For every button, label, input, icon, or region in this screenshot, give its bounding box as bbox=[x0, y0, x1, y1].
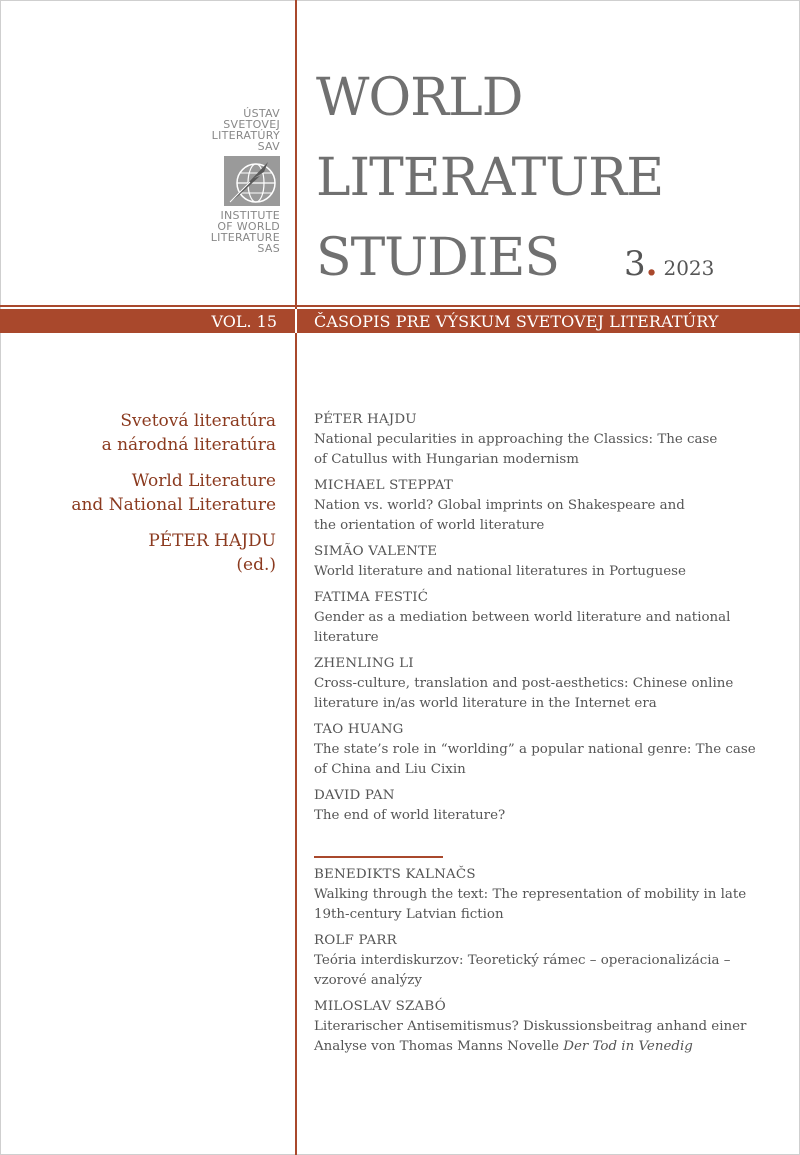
topic-line: and National Literature bbox=[71, 495, 276, 515]
logo-line: OF WORLD bbox=[217, 220, 280, 233]
toc-title-text: Analyse von Thomas Manns Novelle bbox=[314, 1039, 564, 1054]
toc-entry bbox=[314, 476, 794, 536]
topic-line: World Literature bbox=[131, 471, 276, 491]
toc-title-text: literature bbox=[314, 630, 379, 645]
issue-topic bbox=[20, 409, 276, 589]
editor-name: PÉTER HAJDU bbox=[148, 531, 276, 551]
toc-entry bbox=[314, 588, 794, 648]
toc-entry bbox=[314, 997, 794, 1057]
issue-num: 3 bbox=[624, 244, 646, 284]
toc-title-line bbox=[314, 608, 794, 628]
toc-author: TAO HUANG bbox=[314, 722, 404, 737]
toc-title-line bbox=[314, 628, 794, 648]
logo-line: LITERATURE bbox=[210, 231, 280, 244]
editor-role: (ed.) bbox=[236, 555, 276, 575]
toc-author: ZHENLING LI bbox=[314, 656, 414, 671]
vertical-rule bbox=[295, 0, 297, 1155]
topic-slovak bbox=[20, 409, 276, 457]
band-divider bbox=[295, 309, 297, 333]
toc-title-text: World literature and national literatures in Portuguese bbox=[314, 564, 686, 579]
toc-title-text: 19th-century Latvian fiction bbox=[314, 907, 504, 922]
toc-title-text: The state’s role in “worlding” a popular national genre: The case bbox=[314, 742, 756, 757]
toc-title-text: of Catullus with Hungarian modernism bbox=[314, 452, 579, 467]
toc-title-text: Teória interdiskurzov: Teoretický rámec – operacionalizácia – bbox=[314, 953, 731, 968]
toc-title-line bbox=[314, 760, 794, 780]
volume-label: VOL. 15 bbox=[211, 312, 277, 331]
toc-title-text: the orientation of world literature bbox=[314, 518, 545, 533]
contents-section-2 bbox=[314, 865, 794, 1057]
toc-title-line bbox=[314, 450, 794, 470]
volume-band bbox=[0, 309, 800, 333]
toc-title-line bbox=[314, 951, 794, 971]
logo-line: SVETOVEJ bbox=[223, 118, 280, 131]
logo-line: SAS bbox=[257, 242, 280, 255]
toc-entry bbox=[314, 410, 794, 470]
topic-line: Svetová literatúra bbox=[120, 411, 276, 431]
logo-line: ÚSTAV bbox=[243, 107, 280, 120]
toc-title-text: National pecularities in approaching the Classics: The case bbox=[314, 432, 718, 447]
title-line-2: LITERATURE bbox=[316, 148, 664, 208]
toc-entry bbox=[314, 654, 794, 714]
contents-section-1 bbox=[314, 410, 794, 826]
toc-title-line bbox=[314, 971, 794, 991]
issue-year: 2023 bbox=[663, 256, 715, 280]
toc-title-text: Cross-culture, translation and post-aesthetics: Chinese online bbox=[314, 676, 734, 691]
logo-top-text bbox=[180, 108, 280, 152]
institute-logo bbox=[180, 108, 280, 280]
toc-title-line bbox=[314, 806, 794, 826]
horizontal-rule bbox=[0, 305, 800, 307]
toc-title-line bbox=[314, 496, 794, 516]
toc-author: SIMÃO VALENTE bbox=[314, 544, 438, 559]
toc-author: MILOSLAV SZABÓ bbox=[314, 999, 446, 1014]
toc-title-text: Walking through the text: The representation of mobility in late bbox=[314, 887, 747, 902]
toc-title-line bbox=[314, 1037, 794, 1057]
toc-author: PÉTER HAJDU bbox=[314, 412, 417, 427]
toc-title-line bbox=[314, 430, 794, 450]
toc-author: BENEDIKTS KALNAČS bbox=[314, 867, 476, 882]
globe-quill-icon bbox=[224, 156, 280, 206]
table-of-contents bbox=[314, 410, 794, 1063]
logo-bottom-text bbox=[180, 210, 280, 254]
logo-line: LITERATÚRY bbox=[211, 129, 280, 142]
toc-title-text: Literarischer Antisemitismus? Diskussionsbeitrag anhand einer bbox=[314, 1019, 747, 1034]
logo-line: INSTITUTE bbox=[220, 209, 280, 222]
toc-author: MICHAEL STEPPAT bbox=[314, 478, 454, 493]
logo-line: SAV bbox=[257, 140, 280, 153]
title-line-3: STUDIES bbox=[316, 228, 559, 288]
toc-title-text: of China and Liu Cixin bbox=[314, 762, 466, 777]
toc-title-line bbox=[314, 562, 794, 582]
toc-title-line bbox=[314, 674, 794, 694]
topic-english bbox=[20, 469, 276, 517]
issue-number bbox=[624, 244, 714, 288]
toc-author: FATIMA FESTIĆ bbox=[314, 590, 429, 605]
title-line-1: WORLD bbox=[316, 68, 523, 128]
toc-title-text: Gender as a mediation between world literature and national bbox=[314, 610, 731, 625]
toc-title-text: literature in/as world literature in the Internet era bbox=[314, 696, 657, 711]
toc-title-line bbox=[314, 1017, 794, 1037]
toc-title-line bbox=[314, 885, 794, 905]
toc-title-line bbox=[314, 516, 794, 536]
toc-title-line bbox=[314, 740, 794, 760]
section-separator bbox=[314, 856, 443, 858]
toc-title-text: Nation vs. world? Global imprints on Shakespeare and bbox=[314, 498, 685, 513]
topic-line: a národná literatúra bbox=[101, 435, 276, 455]
toc-title-text: vzorové analýzy bbox=[314, 973, 422, 988]
toc-author: DAVID PAN bbox=[314, 788, 395, 803]
editor bbox=[20, 529, 276, 577]
toc-entry bbox=[314, 786, 794, 826]
toc-title-italic: Der Tod in Venedig bbox=[563, 1039, 693, 1054]
issue-dot: . bbox=[645, 244, 658, 284]
toc-entry bbox=[314, 865, 794, 925]
toc-title-text: The end of world literature? bbox=[314, 808, 506, 823]
toc-title-line bbox=[314, 694, 794, 714]
toc-author: ROLF PARR bbox=[314, 933, 397, 948]
toc-title-line bbox=[314, 905, 794, 925]
toc-entry bbox=[314, 720, 794, 780]
toc-entry bbox=[314, 931, 794, 991]
journal-subtitle: ČASOPIS PRE VÝSKUM SVETOVEJ LITERATÚRY bbox=[314, 312, 719, 331]
toc-entry bbox=[314, 542, 794, 582]
journal-title bbox=[316, 58, 663, 298]
